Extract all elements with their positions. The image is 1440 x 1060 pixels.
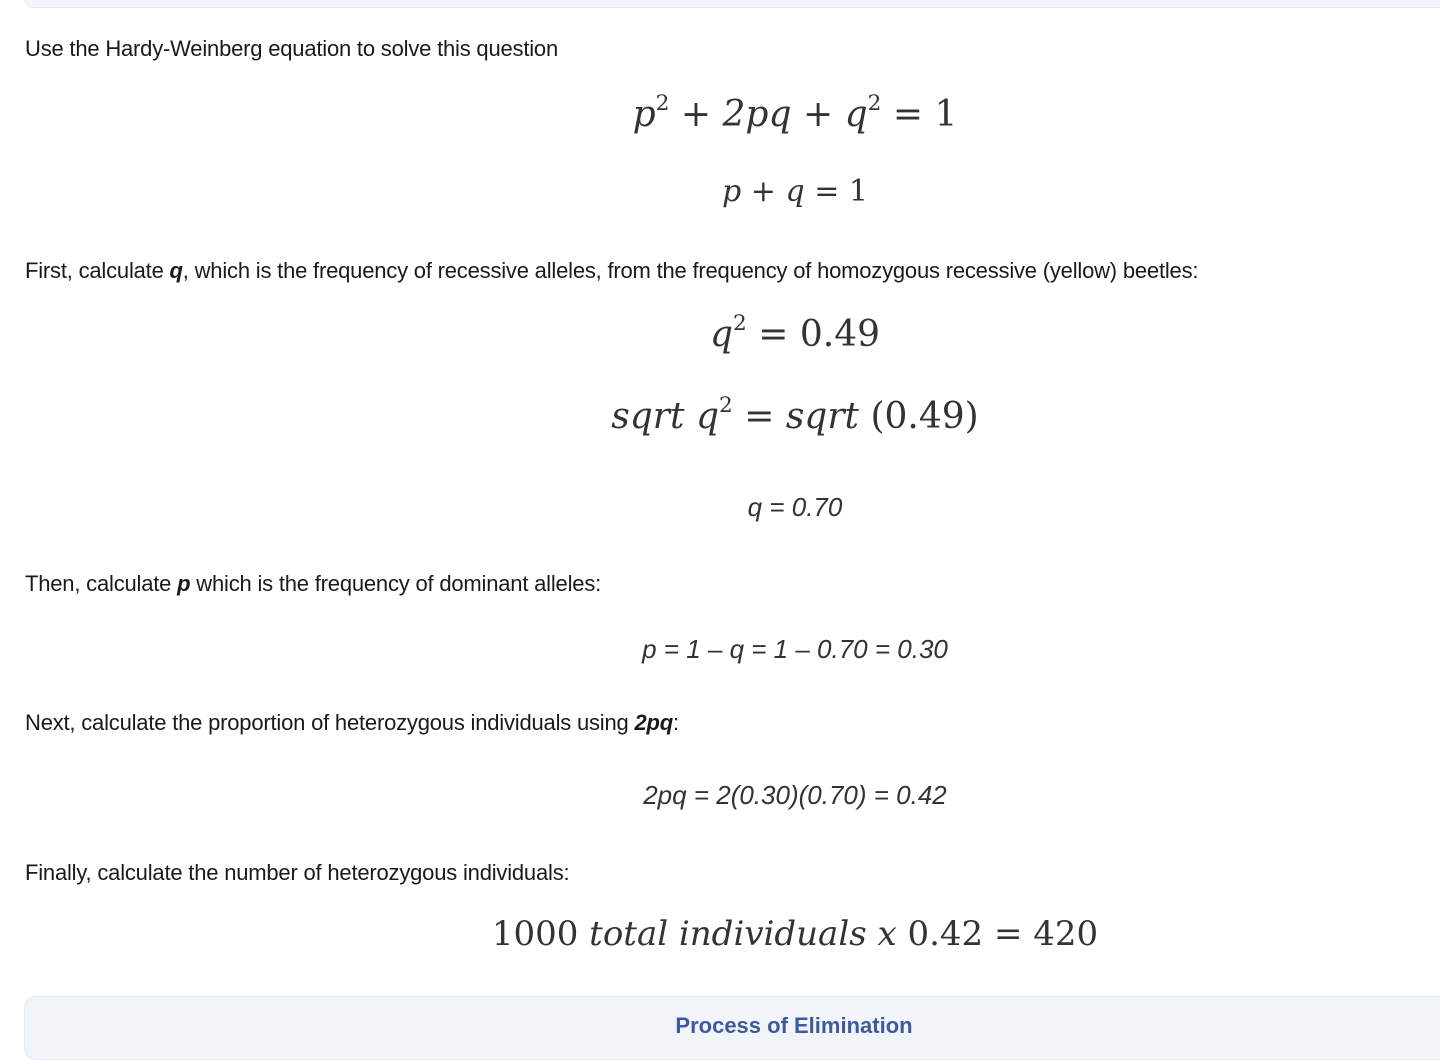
eq4-exponent: 2 (718, 392, 733, 418)
eq4-lhs-fn: sqrt (611, 396, 685, 437)
eq4-q: q (695, 396, 719, 437)
step2-prefix: Then, calculate (25, 571, 178, 596)
process-of-elimination-label[interactable]: Process of Elimination (675, 1013, 913, 1038)
eq8-factor: 0.42 (907, 914, 984, 954)
step2-suffix: which is the frequency of dominant alleles: (190, 571, 602, 596)
step2-var: p (177, 571, 191, 596)
eq2-p: p (722, 174, 742, 209)
eq3-rhs: 0.49 (799, 314, 881, 355)
eq1-q-exponent: 2 (867, 90, 882, 116)
step1-prefix: First, calculate (25, 258, 170, 283)
eq3-exponent: 2 (733, 310, 747, 336)
eq1-rhs: 1 (934, 94, 958, 135)
step1-var: q (169, 258, 183, 283)
final-calculation (0, 914, 1440, 954)
q-result: q = 0.70 (747, 492, 843, 522)
eq1-p-exponent: 2 (655, 90, 670, 116)
eq4-rhs-fn: sqrt (785, 396, 860, 437)
step3-prefix: Next, calculate the proportion of heterozygous individuals using (25, 710, 635, 735)
eq1-plus-2: + (802, 94, 834, 135)
eq1-2pq: 2pq (722, 94, 792, 135)
eq3-equals: = (758, 314, 789, 355)
eq1-equals: = (892, 94, 923, 135)
eq8-equals: = (993, 914, 1023, 954)
p-calculation: p = 1 – q = 1 – 0.70 = 0.30 (642, 634, 948, 664)
step3-suffix: : (673, 710, 679, 735)
eq1-p: p (632, 94, 656, 135)
hardy-weinberg-equation (0, 90, 1440, 135)
eq2-q: q (785, 174, 805, 209)
eq2-equals: = (814, 174, 840, 209)
eq2-rhs: 1 (848, 174, 868, 209)
step4-text: Finally, calculate the number of heterozygous individuals: (25, 860, 570, 885)
2pq-calculation: 2pq = 2(0.30)(0.70) = 0.42 (643, 780, 947, 810)
sqrt-equation (0, 392, 1440, 437)
step2-text (25, 571, 601, 597)
allele-sum-equation (0, 174, 1440, 209)
eq4-equals: = (744, 396, 775, 437)
intro-text: Use the Hardy-Weinberg equation to solve this question (25, 36, 558, 61)
eq3-q: q (709, 314, 734, 355)
step3-var: 2pq (634, 710, 673, 735)
eq1-plus-1: + (680, 94, 712, 135)
eq8-result: 420 (1033, 914, 1099, 954)
q-squared-equation (0, 310, 1440, 355)
eq8-words: total individuals x (589, 914, 897, 954)
step1-text (25, 258, 1198, 284)
eq1-q: q (844, 94, 868, 135)
eq8-count: 1000 (491, 914, 579, 954)
previous-section-bar (24, 0, 1440, 8)
eq4-rhs: (0.49) (870, 396, 979, 437)
step3-text (25, 710, 679, 736)
eq2-plus: + (750, 174, 776, 209)
step1-suffix: , which is the frequency of recessive alleles, from the frequency of homozygous recessive (yellow) beetles: (182, 258, 1199, 283)
